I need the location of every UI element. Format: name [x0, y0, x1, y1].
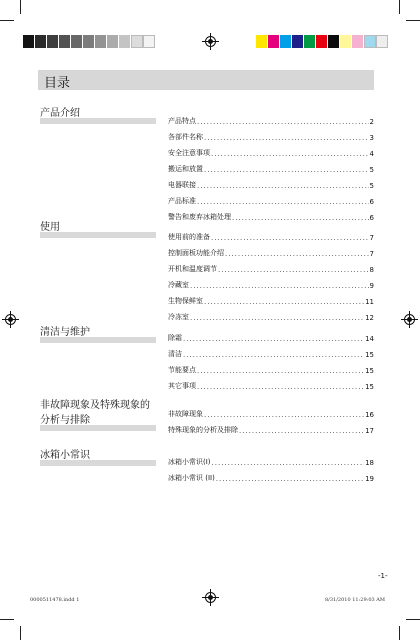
toc-leader-dots	[197, 198, 369, 206]
toc-entry-list	[168, 451, 374, 483]
toc-entry-label: 冷冻室	[168, 313, 189, 321]
color-swatch	[143, 35, 155, 48]
toc-entry[interactable]	[168, 359, 374, 375]
section-title: 清洁与维护	[40, 327, 90, 338]
toc-leader-dots	[204, 166, 369, 174]
toc-entry-label: 电器联接	[168, 181, 196, 189]
toc-entry-label: 特殊现象的分析及排除	[168, 426, 238, 434]
color-swatch	[304, 35, 316, 48]
toc-entry-label: 各部件名称	[168, 133, 203, 141]
toc-entry-label: 其它事项	[168, 382, 196, 390]
toc-entry[interactable]	[168, 375, 374, 391]
toc-entry-page: 12	[365, 314, 374, 322]
toc-entry-label: 非故障现象	[168, 410, 203, 418]
color-swatch	[292, 35, 304, 48]
toc-entry-label: 警告和废弃冰箱处理	[168, 213, 231, 221]
toc-entry[interactable]	[168, 467, 374, 483]
toc-entry[interactable]	[168, 343, 374, 359]
registration-mark-top	[205, 36, 216, 47]
toc-leader-dots	[190, 282, 369, 290]
toc-entry[interactable]	[168, 258, 374, 274]
footer-file: 0000511478.indd 1	[30, 597, 80, 603]
toc-entry-page: 7	[369, 250, 374, 258]
color-swatch	[280, 35, 292, 48]
toc-entry-page: 19	[365, 475, 374, 483]
toc-entry-label: 除霜	[168, 334, 182, 342]
toc-entry[interactable]	[168, 110, 374, 126]
registration-mark-left	[5, 314, 16, 325]
color-swatch	[328, 35, 340, 48]
toc-entry-label: 冷藏室	[168, 281, 189, 289]
toc-leader-dots	[212, 459, 365, 467]
crop-mark	[399, 0, 400, 14]
toc-entry-label: 冰箱小常识(I)	[168, 458, 211, 466]
toc-leader-dots	[204, 411, 364, 419]
color-swatch	[47, 35, 59, 48]
registration-mark-bottom	[205, 592, 216, 603]
toc-entry-label: 控制面板功能介绍	[168, 249, 224, 257]
toc-entry-page: 15	[365, 367, 374, 375]
section-title: 非故障现象及特殊现象的	[40, 400, 150, 411]
toc-leader-dots	[197, 118, 369, 126]
crop-mark	[20, 626, 21, 640]
toc-entry[interactable]	[168, 274, 374, 290]
toc-entry-label: 产品标准	[168, 197, 196, 205]
registration-mark-right	[404, 314, 415, 325]
color-swatch	[131, 35, 143, 48]
toc-entry-page: 9	[369, 282, 374, 290]
toc-entry[interactable]	[168, 126, 374, 142]
toc-entry-label: 生物保鲜室	[168, 297, 203, 305]
toc-leader-dots	[197, 367, 364, 375]
toc-leader-dots	[232, 214, 369, 222]
toc-entry-page: 6	[369, 214, 374, 222]
toc-entry-list	[168, 327, 374, 391]
toc-title: 目录	[44, 76, 71, 91]
toc-leader-dots	[216, 475, 364, 483]
color-calibration-bar	[256, 35, 388, 48]
toc-leader-dots	[183, 351, 364, 359]
toc-entry-page: 3	[369, 134, 374, 142]
toc-leader-dots	[211, 234, 369, 242]
color-swatch	[107, 35, 119, 48]
section-title: 分析与排除	[40, 415, 90, 426]
section-title: 产品介绍	[40, 108, 80, 119]
toc-entry-page: 16	[365, 411, 374, 419]
toc-leader-dots	[197, 182, 369, 190]
crop-mark	[0, 20, 14, 21]
color-swatch	[364, 35, 376, 48]
toc-entry[interactable]	[168, 451, 374, 467]
toc-leader-dots	[204, 134, 369, 142]
toc-entry[interactable]	[168, 419, 374, 435]
toc-entry[interactable]	[168, 306, 374, 322]
toc-entry-label: 开机和温度调节	[168, 265, 217, 273]
toc-entry-page: 2	[369, 118, 374, 126]
toc-entry-page: 14	[365, 335, 374, 343]
color-swatch	[119, 35, 131, 48]
toc-entry-page: 6	[369, 198, 374, 206]
toc-entry-page: 4	[369, 150, 374, 158]
color-swatch	[316, 35, 328, 48]
color-swatch	[35, 35, 47, 48]
toc-entry-list	[168, 226, 374, 322]
color-swatch	[71, 35, 83, 48]
color-swatch	[256, 35, 268, 48]
color-swatch	[352, 35, 364, 48]
toc-entry-label: 节能要点	[168, 366, 196, 374]
toc-entry[interactable]	[168, 142, 374, 158]
toc-leader-dots	[197, 383, 364, 391]
toc-entry-label: 产品特点	[168, 117, 196, 125]
toc-leader-dots	[190, 314, 364, 322]
toc-entry[interactable]	[168, 158, 374, 174]
toc-entry-page: 18	[365, 459, 374, 467]
toc-entry-label: 使用前的准备	[168, 233, 210, 241]
section-title: 冰箱小常识	[40, 450, 90, 461]
crop-mark	[406, 619, 420, 620]
color-swatch	[95, 35, 107, 48]
crop-mark	[406, 20, 420, 21]
toc-leader-dots	[225, 250, 369, 258]
toc-entry-page: 17	[365, 427, 374, 435]
toc-entry[interactable]	[168, 226, 374, 242]
toc-entry[interactable]	[168, 403, 374, 419]
color-swatch	[59, 35, 71, 48]
page-number: -1-	[378, 572, 388, 580]
toc-entry-page: 15	[365, 351, 374, 359]
toc-entry[interactable]	[168, 290, 374, 306]
toc-leader-dots	[183, 335, 364, 343]
color-swatch	[23, 35, 35, 48]
toc-entry-page: 11	[365, 298, 374, 306]
toc-entry[interactable]	[168, 190, 374, 206]
footer-datetime: 8/31/2010 11:29:03 AM	[325, 597, 386, 603]
color-swatch	[83, 35, 95, 48]
crop-mark	[0, 619, 14, 620]
toc-entry-label: 搬运和放置	[168, 165, 203, 173]
toc-entry-page: 15	[365, 383, 374, 391]
toc-entry-list	[168, 403, 374, 435]
toc-entry-label: 冰箱小常识 (II)	[168, 474, 215, 482]
color-swatch	[340, 35, 352, 48]
toc-leader-dots	[211, 150, 369, 158]
toc-entry-page: 5	[369, 182, 374, 190]
toc-entry-page: 5	[369, 166, 374, 174]
toc-entry[interactable]	[168, 327, 374, 343]
toc-entry-page: 8	[369, 266, 374, 274]
color-swatch	[268, 35, 280, 48]
toc-title-bar	[38, 70, 374, 90]
section-title: 使用	[40, 222, 60, 233]
toc-entry[interactable]	[168, 206, 374, 222]
crop-mark	[20, 0, 21, 14]
color-swatch	[376, 35, 388, 48]
toc-leader-dots	[204, 298, 364, 306]
toc-entry-page: 7	[369, 234, 374, 242]
grayscale-calibration-bar	[23, 35, 155, 48]
toc-entry[interactable]	[168, 174, 374, 190]
toc-leader-dots	[218, 266, 369, 274]
crop-mark	[399, 626, 400, 640]
toc-entry-list	[168, 110, 374, 222]
toc-entry[interactable]	[168, 242, 374, 258]
toc-entry-label: 安全注意事项	[168, 149, 210, 157]
toc-entry-label: 清洁	[168, 350, 182, 358]
toc-leader-dots	[239, 427, 364, 435]
